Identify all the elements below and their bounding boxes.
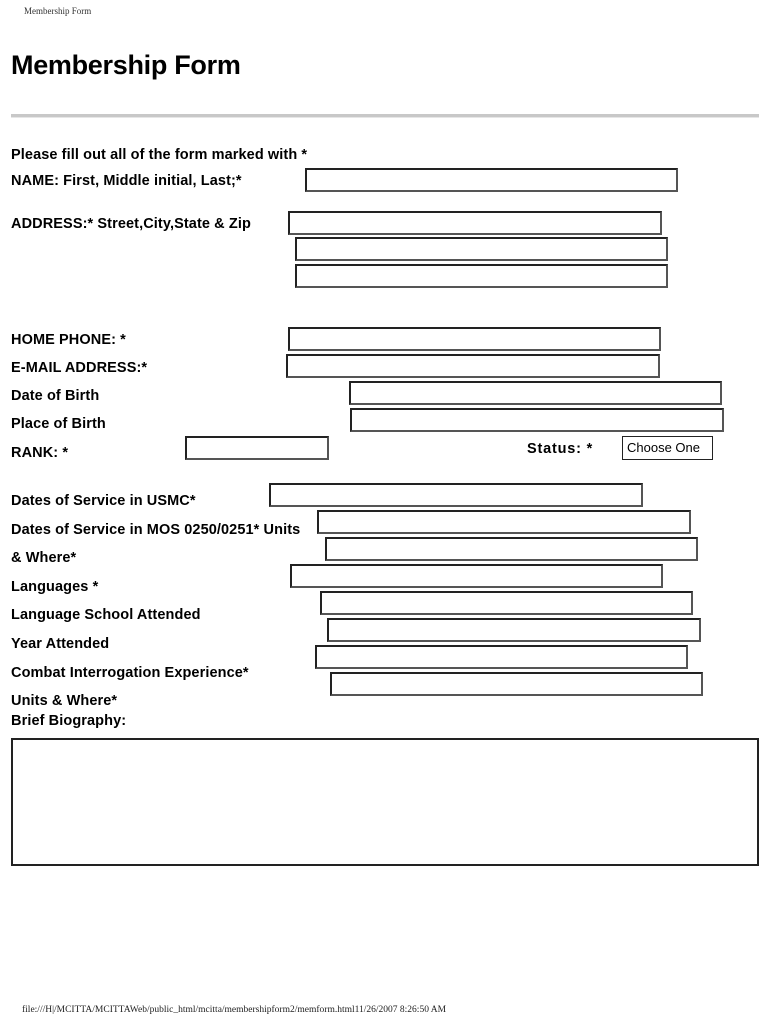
languages-label: Languages * [11,579,99,595]
usmc-dates-label: Dates of Service in USMC* [11,493,196,509]
rank-label: RANK: * [11,445,69,461]
combat-experience-label: Combat Interrogation Experience* [11,665,249,681]
address-label: ADDRESS:* Street,City,State & Zip [11,216,251,232]
address-line3-input[interactable] [295,264,668,288]
home-phone-input[interactable] [288,327,661,351]
units-where-label: Units & Where* [11,693,118,709]
language-school-label: Language School Attended [11,607,201,623]
dob-label: Date of Birth [11,388,100,404]
pob-label: Place of Birth [11,416,106,432]
name-label: NAME: First, Middle initial, Last;* [11,173,242,189]
mos-dates-input[interactable] [317,510,691,534]
usmc-dates-input[interactable] [269,483,643,507]
intro-text: Please fill out all of the form marked with * [11,147,308,163]
address-line2-input[interactable] [295,237,668,261]
status-label: Status: * [527,441,594,457]
languages-input[interactable] [290,564,663,588]
year-attended-input[interactable] [327,618,701,642]
status-select[interactable]: Choose One [622,436,713,460]
brief-biography-textarea[interactable] [11,738,759,866]
brief-biography-label: Brief Biography: [11,713,127,729]
units-where-input[interactable] [330,672,703,696]
language-school-input[interactable] [320,591,693,615]
where-label: & Where* [11,550,77,566]
address-line1-input[interactable] [288,211,662,235]
horizontal-rule [11,114,759,118]
dob-input[interactable] [349,381,722,405]
pob-input[interactable] [350,408,724,432]
home-phone-label: HOME PHONE: * [11,332,126,348]
email-label: E-MAIL ADDRESS:* [11,360,148,376]
where-input[interactable] [325,537,698,561]
mos-dates-label: Dates of Service in MOS 0250/0251* Units [11,522,301,538]
page-title: Membership Form [11,50,241,80]
rank-input[interactable] [185,436,329,460]
print-header: Membership Form [24,6,92,16]
name-input[interactable] [305,168,678,192]
print-footer-path: file:///H|/MCITTA/MCITTAWeb/public_html/mcitta/membershipform2/memform.html11/26/2007 8:26:50 AM [22,1005,447,1015]
combat-experience-input[interactable] [315,645,688,669]
year-attended-label: Year Attended [11,636,110,652]
email-input[interactable] [286,354,660,378]
